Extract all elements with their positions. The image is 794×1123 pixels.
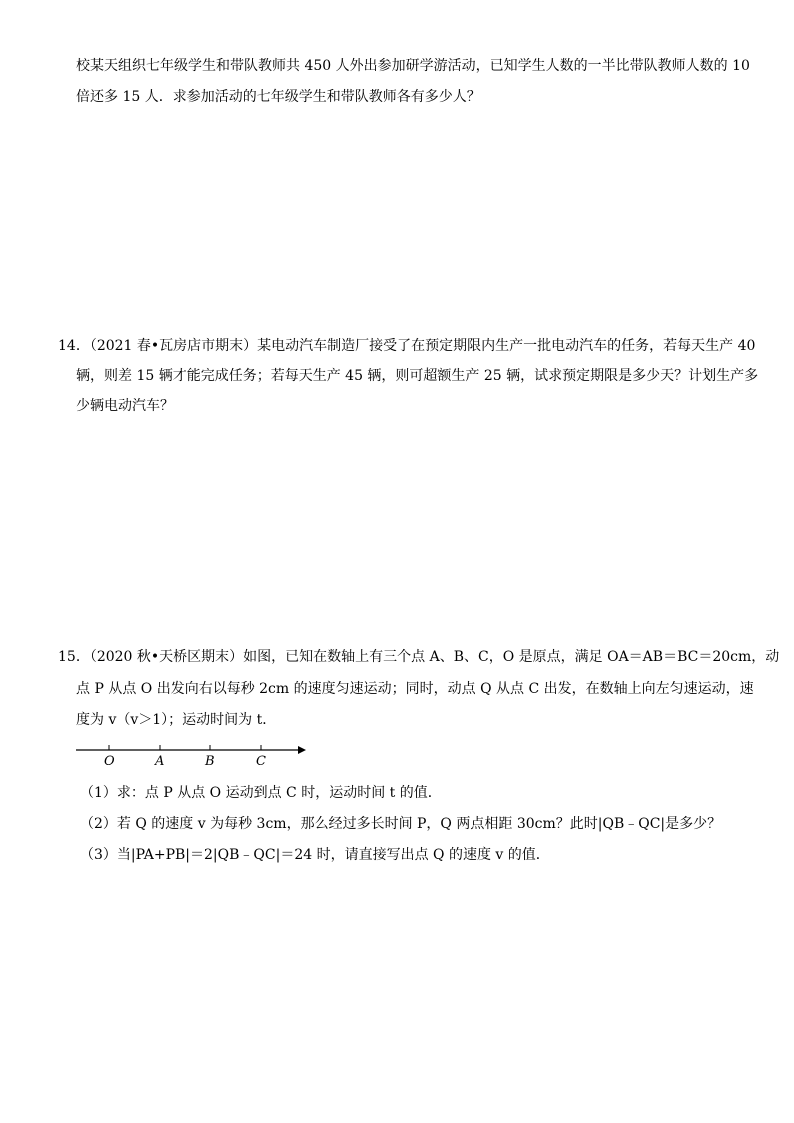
q15-sub-1: （1）求：点 P 从点 O 运动到点 C 时，运动时间 t 的值． — [80, 785, 442, 801]
q13-line-2: 倍还多 15 人．求参加活动的七年级学生和带队教师各有多少人？ — [76, 89, 481, 105]
q15-line-1: 15．（2020 秋•天桥区期末）如图，已知在数轴上有三个点 A、B、C，O 是原点，满足 OA＝AB＝BC＝20cm，动 — [58, 649, 780, 665]
number-line-figure — [76, 742, 316, 772]
q14-line-2: 辆，则差 15 辆才能完成任务；若每天生产 45 辆，则可超额生产 25 辆，试求预定期限是多少天？计划生产多 — [76, 368, 759, 384]
q15-line-3: 度为 v（v＞1）；运动时间为 t． — [76, 712, 277, 728]
q15-sub-2: （2）若 Q 的速度 v 为每秒 3cm，那么经过多长时间 P，Q 两点相距 30cm？此时|QB﹣QC|是多少？ — [80, 816, 722, 832]
label-o: O — [104, 754, 115, 769]
q13-line-1: 校某天组织七年级学生和带队教师共 450 人外出参加研学游活动，已知学生人数的一半比带队教师人数的 10 — [76, 58, 750, 74]
q15-line-2: 点 P 从点 O 出发向右以每秒 2cm 的速度匀速运动；同时，动点 Q 从点 C 出发，在数轴上向左匀速运动，速 — [76, 681, 754, 697]
label-a: A — [155, 754, 165, 769]
q14-line-3: 少辆电动汽车？ — [76, 398, 174, 414]
label-c: C — [256, 754, 266, 769]
q14-line-1: 14．（2021 春•瓦房店市期末）某电动汽车制造厂接受了在预定期限内生产一批电动汽车的任务，若每天生产 40 — [58, 338, 756, 354]
label-b: B — [205, 754, 215, 769]
q15-sub-3: （3）当|PA+PB|＝2|QB﹣QC|＝24 时，请直接写出点 Q 的速度 v 的值． — [80, 847, 550, 863]
number-line-arrow-icon — [298, 746, 306, 754]
